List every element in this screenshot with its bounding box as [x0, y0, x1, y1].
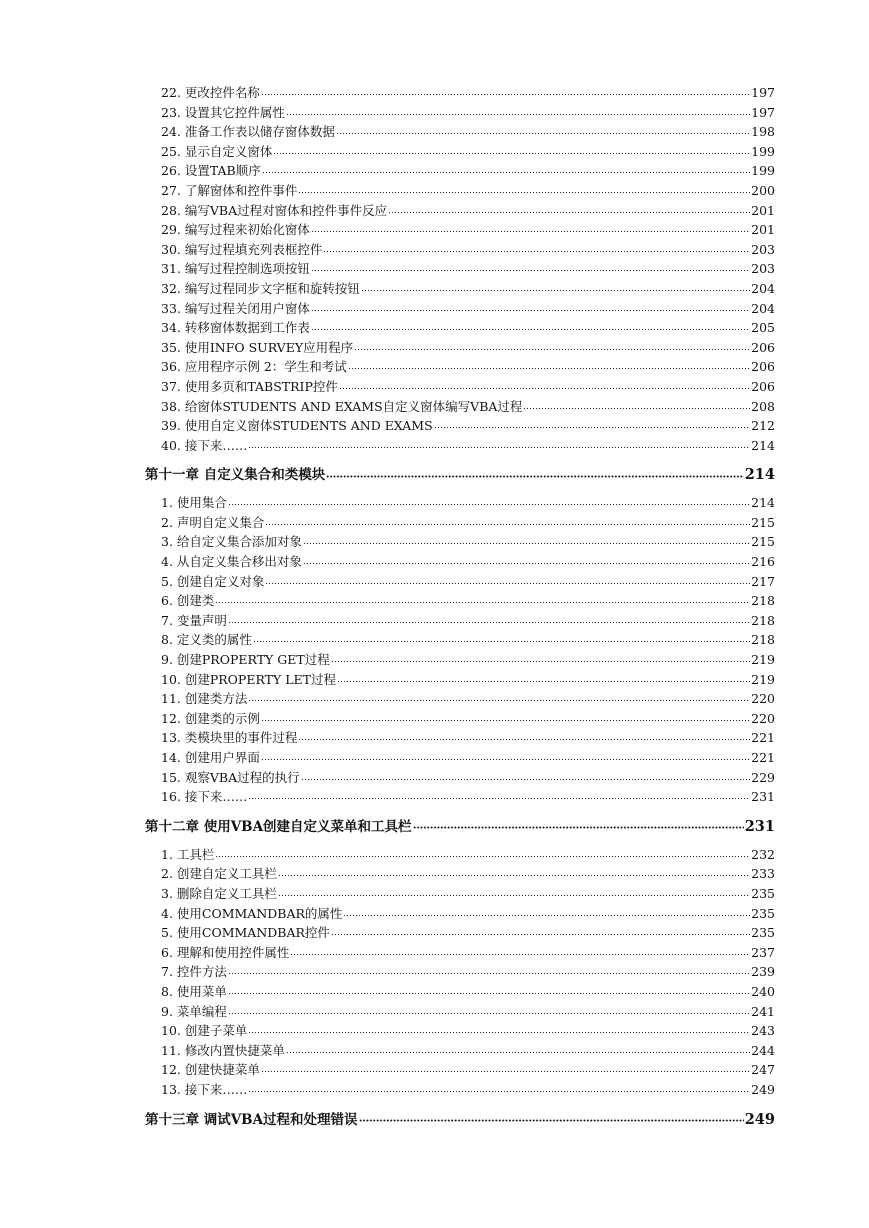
toc-section-entry[interactable] [145, 630, 775, 650]
toc-page-number: 221 [751, 730, 775, 746]
dot-leader [265, 575, 750, 588]
toc-page-number: 215 [751, 514, 775, 530]
toc-page-number: 219 [751, 671, 775, 687]
toc-section-entry[interactable] [145, 864, 775, 884]
dot-leader [337, 673, 750, 686]
toc-entry-label: 3. 给自定义集合添加对象 [161, 534, 302, 550]
dot-leader [228, 1005, 750, 1018]
toc-section-entry[interactable] [145, 982, 775, 1002]
toc-chapter-entry[interactable] [145, 463, 775, 487]
toc-section-entry[interactable] [145, 1021, 775, 1041]
dot-leader [359, 1112, 744, 1126]
toc-section-entry[interactable] [145, 884, 775, 904]
toc-page-number: 244 [751, 1042, 775, 1058]
toc-entry-label: 24. 准备工作表以储存窗体数据 [161, 124, 335, 140]
dot-leader [248, 693, 750, 706]
toc-page-number: 206 [751, 339, 775, 355]
dot-leader [228, 614, 750, 627]
toc-entry-label: 2. 声明自定义集合 [161, 514, 265, 530]
toc-section-entry[interactable] [145, 1080, 775, 1100]
toc-entry-label: 36. 应用程序示例 2：学生和考试 [161, 359, 347, 375]
toc-page-number: 197 [751, 85, 775, 100]
toc-section-entry[interactable] [145, 689, 775, 709]
toc-page-number: 216 [751, 554, 775, 570]
toc-page-number: 218 [751, 612, 775, 628]
dot-leader [253, 634, 750, 647]
toc-page-number: 235 [751, 905, 775, 921]
toc-entry-label: 7. 变量声明 [161, 612, 227, 628]
toc-page-number: 247 [751, 1062, 775, 1078]
dot-leader [354, 341, 750, 354]
toc-entry-label: 29. 编写过程来初始化窗体 [161, 222, 310, 238]
toc-section-entry[interactable] [145, 845, 775, 865]
toc-section-entry[interactable] [145, 650, 775, 670]
toc-page-number: 204 [751, 280, 775, 296]
toc-entry-label: 25. 显示自定义窗体 [161, 143, 273, 159]
toc-section-entry[interactable] [145, 943, 775, 963]
toc-page-number: 215 [751, 534, 775, 550]
toc-section-entry[interactable] [145, 591, 775, 611]
toc-page-number: 220 [751, 710, 775, 726]
toc-entry-label: 9. 菜单编程 [161, 1003, 227, 1019]
toc-page-number: 200 [751, 182, 775, 198]
toc-entry-label: 10. 创建PROPERTY LET过程 [161, 671, 336, 687]
toc-entry-label: 8. 定义类的属性 [161, 632, 252, 648]
toc-entry-label: 第十三章 调试VBA过程和处理错误 [145, 1111, 358, 1128]
dot-leader [343, 907, 750, 920]
dot-leader [290, 946, 750, 959]
toc-section-entry[interactable] [145, 259, 775, 279]
toc-page-number: 214 [751, 495, 775, 511]
toc-section-entry[interactable] [145, 220, 775, 240]
toc-entry-label: 14. 创建用户界面 [161, 750, 260, 765]
toc-section-entry[interactable] [145, 1060, 775, 1080]
toc-section-entry[interactable] [145, 748, 775, 768]
toc-section-entry[interactable] [145, 572, 775, 592]
toc-entry-label: 23. 设置其它控件属性 [161, 104, 285, 120]
dot-leader [388, 204, 750, 217]
toc-page-number: 240 [751, 983, 775, 999]
toc-section-entry[interactable] [145, 161, 775, 181]
toc-page-number: 237 [751, 944, 775, 960]
toc-section-entry[interactable] [145, 768, 775, 788]
toc-page-number: 232 [751, 846, 775, 862]
dot-leader [434, 419, 750, 432]
dot-leader [303, 555, 750, 568]
toc-page-number: 235 [751, 885, 775, 901]
dot-leader [228, 966, 750, 979]
dot-leader [248, 439, 750, 452]
toc-page-number: 239 [751, 964, 775, 980]
toc-entry-label: 第十二章 使用VBA创建自定义菜单和工具栏 [145, 818, 412, 835]
toc-entry-label: 11. 修改内置快捷菜单 [161, 1042, 285, 1058]
toc-page-number: 243 [751, 1023, 775, 1039]
toc-page-number: 206 [751, 378, 775, 394]
toc-section-entry[interactable] [145, 240, 775, 260]
dot-leader [228, 497, 750, 510]
toc-page-number: 231 [744, 817, 775, 835]
dot-leader [311, 322, 750, 335]
toc-page-number: 214 [744, 466, 775, 484]
toc-section-entry[interactable] [145, 552, 775, 572]
toc-page-number: 203 [751, 241, 775, 257]
dot-leader [413, 819, 744, 833]
toc-entry-label: 28. 编写VBA过程对窗体和控件事件反应 [161, 202, 388, 218]
dot-leader [301, 771, 751, 784]
toc-section-entry[interactable] [145, 611, 775, 631]
dot-leader [248, 791, 750, 804]
toc-page-number: 205 [751, 320, 775, 336]
toc-entry-label: 5. 创建自定义对象 [161, 573, 265, 589]
toc-entry-label: 12. 创建快捷菜单 [161, 1062, 260, 1078]
toc-page-number: 241 [751, 1003, 775, 1019]
dot-leader [262, 165, 750, 178]
toc-page-number: 206 [751, 359, 775, 375]
dot-leader [323, 243, 750, 256]
toc-page-number: 231 [751, 789, 775, 805]
toc-page-number: 204 [751, 300, 775, 316]
dot-leader [311, 224, 750, 237]
toc-section-entry[interactable] [145, 513, 775, 533]
toc-section-entry[interactable] [145, 728, 775, 748]
dot-leader [248, 1083, 750, 1096]
dot-leader [523, 400, 750, 413]
toc-entry-label: 30. 编写过程填充列表框控件 [161, 241, 323, 257]
toc-entry-label: 8. 使用菜单 [161, 983, 227, 999]
toc-section-entry[interactable] [145, 377, 775, 397]
dot-leader [298, 732, 750, 745]
toc-entry-label: 4. 从自定义集合移出对象 [161, 554, 302, 570]
toc-entry-label: 4. 使用COMMANDBAR的属性 [161, 905, 343, 921]
toc-page-number: 220 [751, 691, 775, 707]
toc-section-entry[interactable] [145, 103, 775, 123]
toc-section-entry[interactable] [145, 1002, 775, 1022]
dot-leader [311, 302, 750, 315]
toc-page-number: 233 [751, 866, 775, 882]
toc-entry-label: 40. 接下来…… [161, 437, 248, 453]
dot-leader [339, 380, 750, 393]
toc-entry-label: 3. 删除自定义工具栏 [161, 885, 277, 901]
toc-entry-label: 13. 类模块里的事件过程 [161, 730, 298, 746]
toc-entry-label: 26. 设置TAB顺序 [161, 163, 261, 179]
dot-leader [311, 263, 750, 276]
toc-section-entry[interactable] [145, 904, 775, 924]
toc-section-entry[interactable] [145, 122, 775, 142]
toc-section-entry[interactable] [145, 1041, 775, 1061]
dot-leader [361, 282, 750, 295]
toc-page-number: 249 [751, 1081, 775, 1097]
toc-section-entry[interactable] [145, 709, 775, 729]
dot-leader [273, 145, 750, 158]
toc-section-entry[interactable] [145, 299, 775, 319]
dot-leader [303, 536, 750, 549]
toc-entry-label: 35. 使用INFO SURVEY应用程序 [161, 339, 354, 355]
dot-leader [298, 184, 750, 197]
toc-section-entry[interactable] [145, 416, 775, 436]
toc-entry-label: 6. 创建类 [161, 593, 215, 609]
toc-section-entry[interactable] [145, 357, 775, 377]
toc-entry-label: 15. 观察VBA过程的执行 [161, 769, 300, 785]
table-of-contents [145, 83, 775, 1138]
toc-page-number: 218 [751, 632, 775, 648]
toc-entry-label: 1. 使用集合 [161, 495, 227, 511]
toc-entry-label: 16. 接下来…… [161, 789, 248, 805]
toc-entry-label: 5. 使用COMMANDBAR控件 [161, 925, 330, 941]
dot-leader [215, 848, 750, 861]
toc-page-number: 201 [751, 202, 775, 218]
toc-entry-label: 31. 编写过程控制选项按钮 [161, 261, 310, 277]
toc-page-number: 249 [744, 1110, 775, 1128]
toc-page-number: 197 [751, 104, 775, 120]
toc-entry-label: 33. 编写过程关闭用户窗体 [161, 300, 310, 316]
toc-entry-label: 22. 更改控件名称 [161, 85, 260, 100]
toc-page-number: 212 [751, 418, 775, 434]
toc-entry-label: 11. 创建类方法 [161, 691, 248, 707]
toc-section-entry[interactable] [145, 181, 775, 201]
toc-entry-label: 9. 创建PROPERTY GET过程 [161, 652, 330, 668]
toc-section-entry[interactable] [145, 532, 775, 552]
toc-page-number: 217 [751, 573, 775, 589]
toc-section-entry[interactable] [145, 338, 775, 358]
toc-section-entry[interactable] [145, 436, 775, 456]
dot-leader [331, 653, 750, 666]
toc-entry-label: 34. 转移窗体数据到工作表 [161, 320, 310, 336]
toc-entry-label: 13. 接下来…… [161, 1081, 248, 1097]
toc-entry-label: 2. 创建自定义工具栏 [161, 866, 277, 882]
toc-section-entry[interactable] [145, 279, 775, 299]
toc-chapter-entry[interactable] [145, 1108, 775, 1132]
toc-page-number: 219 [751, 652, 775, 668]
toc-chapter-entry[interactable] [145, 815, 775, 839]
toc-section-entry[interactable] [145, 397, 775, 417]
toc-page-number: 203 [751, 261, 775, 277]
dot-leader [278, 887, 750, 900]
dot-leader [261, 86, 750, 99]
toc-entry-label: 37. 使用多页和TABSTRIP控件 [161, 378, 338, 394]
toc-entry-label: 1. 工具栏 [161, 846, 215, 862]
toc-section-entry[interactable] [145, 962, 775, 982]
toc-entry-label: 32. 编写过程同步文字框和旋转按钮 [161, 280, 360, 296]
toc-entry-label: 38. 给窗体STUDENTS AND EXAMS自定义窗体编写VBA过程 [161, 398, 523, 414]
toc-section-entry[interactable] [145, 670, 775, 690]
toc-entry-label: 12. 创建类的示例 [161, 710, 260, 726]
toc-page-number: 235 [751, 925, 775, 941]
toc-page-number: 214 [751, 437, 775, 453]
toc-section-entry[interactable] [145, 201, 775, 221]
toc-entry-label: 第十一章 自定义集合和类模块 [145, 467, 326, 484]
toc-entry-label: 7. 控件方法 [161, 964, 227, 980]
toc-page-number: 218 [751, 593, 775, 609]
dot-leader [336, 126, 750, 139]
dot-leader [261, 712, 750, 725]
toc-page-number: 199 [751, 143, 775, 159]
dot-leader [286, 106, 750, 119]
dot-leader [278, 868, 750, 881]
dot-leader [261, 751, 750, 764]
toc-entry-label: 10. 创建子菜单 [161, 1023, 248, 1039]
toc-section-entry[interactable] [145, 142, 775, 162]
toc-section-entry[interactable] [145, 787, 775, 807]
dot-leader [228, 985, 750, 998]
toc-section-entry[interactable] [145, 83, 775, 103]
toc-section-entry[interactable] [145, 493, 775, 513]
dot-leader [286, 1044, 750, 1057]
toc-page-number: 199 [751, 163, 775, 179]
dot-leader [331, 927, 750, 940]
toc-page-number: 208 [751, 398, 775, 414]
dot-leader [265, 516, 750, 529]
toc-page-number: 201 [751, 222, 775, 238]
toc-page-number: 198 [751, 124, 775, 140]
dot-leader [248, 1025, 750, 1038]
dot-leader [348, 361, 750, 374]
toc-entry-label: 27. 了解窗体和控件事件 [161, 182, 298, 198]
dot-leader [215, 595, 750, 608]
toc-section-entry[interactable] [145, 923, 775, 943]
toc-entry-label: 39. 使用自定义窗体STUDENTS AND EXAMS [161, 418, 433, 434]
toc-entry-label: 6. 理解和使用控件属性 [161, 944, 290, 960]
dot-leader [261, 1064, 750, 1077]
toc-section-entry[interactable] [145, 318, 775, 338]
toc-page-number: 229 [751, 769, 775, 785]
toc-page-number: 221 [751, 750, 775, 765]
dot-leader [326, 468, 744, 482]
